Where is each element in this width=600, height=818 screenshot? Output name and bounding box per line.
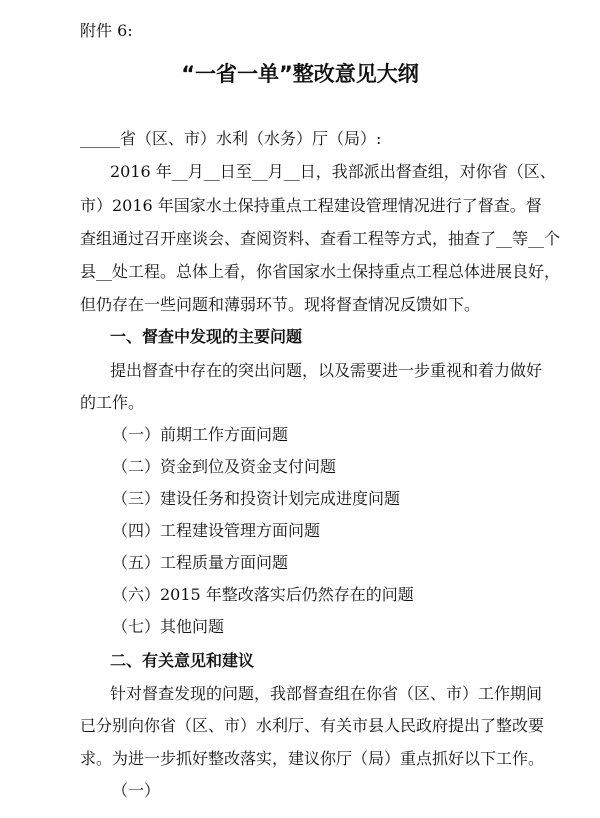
problem-item: （五）工程质量方面问题 (112, 553, 289, 572)
section1-intro-line: 的工作。 (80, 393, 145, 412)
problem-item: （二）资金到位及资金支付问题 (112, 457, 337, 476)
problem-item: （七）其他问题 (112, 617, 225, 636)
section2-line: 求。为进一步抓好整改落实，建议你厅（局）重点抓好以下工作。 (80, 749, 545, 768)
suggestion-item: （一） (112, 781, 161, 800)
section1-intro-line: 提出督查中存在的突出问题，以及需要进一步重视和着力做好 (110, 361, 543, 380)
document-title: “一省一单”整改意见大纲 (181, 62, 419, 86)
addressee-line: _____省（区、市）水利（水务）厅（局）: (80, 129, 382, 148)
annex-label: 附件 6: (80, 21, 133, 40)
intro-line: 市）2016 年国家水土保持重点工程建设管理情况进行了督查。督 (80, 196, 542, 215)
intro-line: 查组通过召开座谈会、查阅资料、查看工程等方式，抽查了__等__个 (80, 229, 561, 248)
intro-line: 但仍存在一些问题和薄弱环节。现将督查情况反馈如下。 (80, 295, 481, 314)
section2-line: 已分别向你省（区、市）水利厅、有关市县人民政府提出了整改要 (80, 716, 545, 735)
intro-line: 县__处工程。总体上看，你省国家水土保持重点工程总体进展良好， (80, 262, 561, 281)
problem-item: （四）工程建设管理方面问题 (112, 521, 321, 540)
problem-item: （三）建设任务和投资计划完成进度问题 (112, 489, 401, 508)
problem-item: （一）前期工作方面问题 (112, 425, 289, 444)
problem-item: （六）2015 年整改落实后仍然存在的问题 (112, 585, 414, 604)
section-heading-suggestions: 二、有关意见和建议 (110, 651, 255, 670)
section2-line: 针对督查发现的问题，我部督查组在你省（区、市）工作期间 (110, 684, 543, 703)
intro-line: 2016 年__月__日至__月__日，我部派出督查组，对你省（区、 (110, 162, 556, 181)
section-heading-problems: 一、督查中发现的主要问题 (110, 327, 303, 346)
